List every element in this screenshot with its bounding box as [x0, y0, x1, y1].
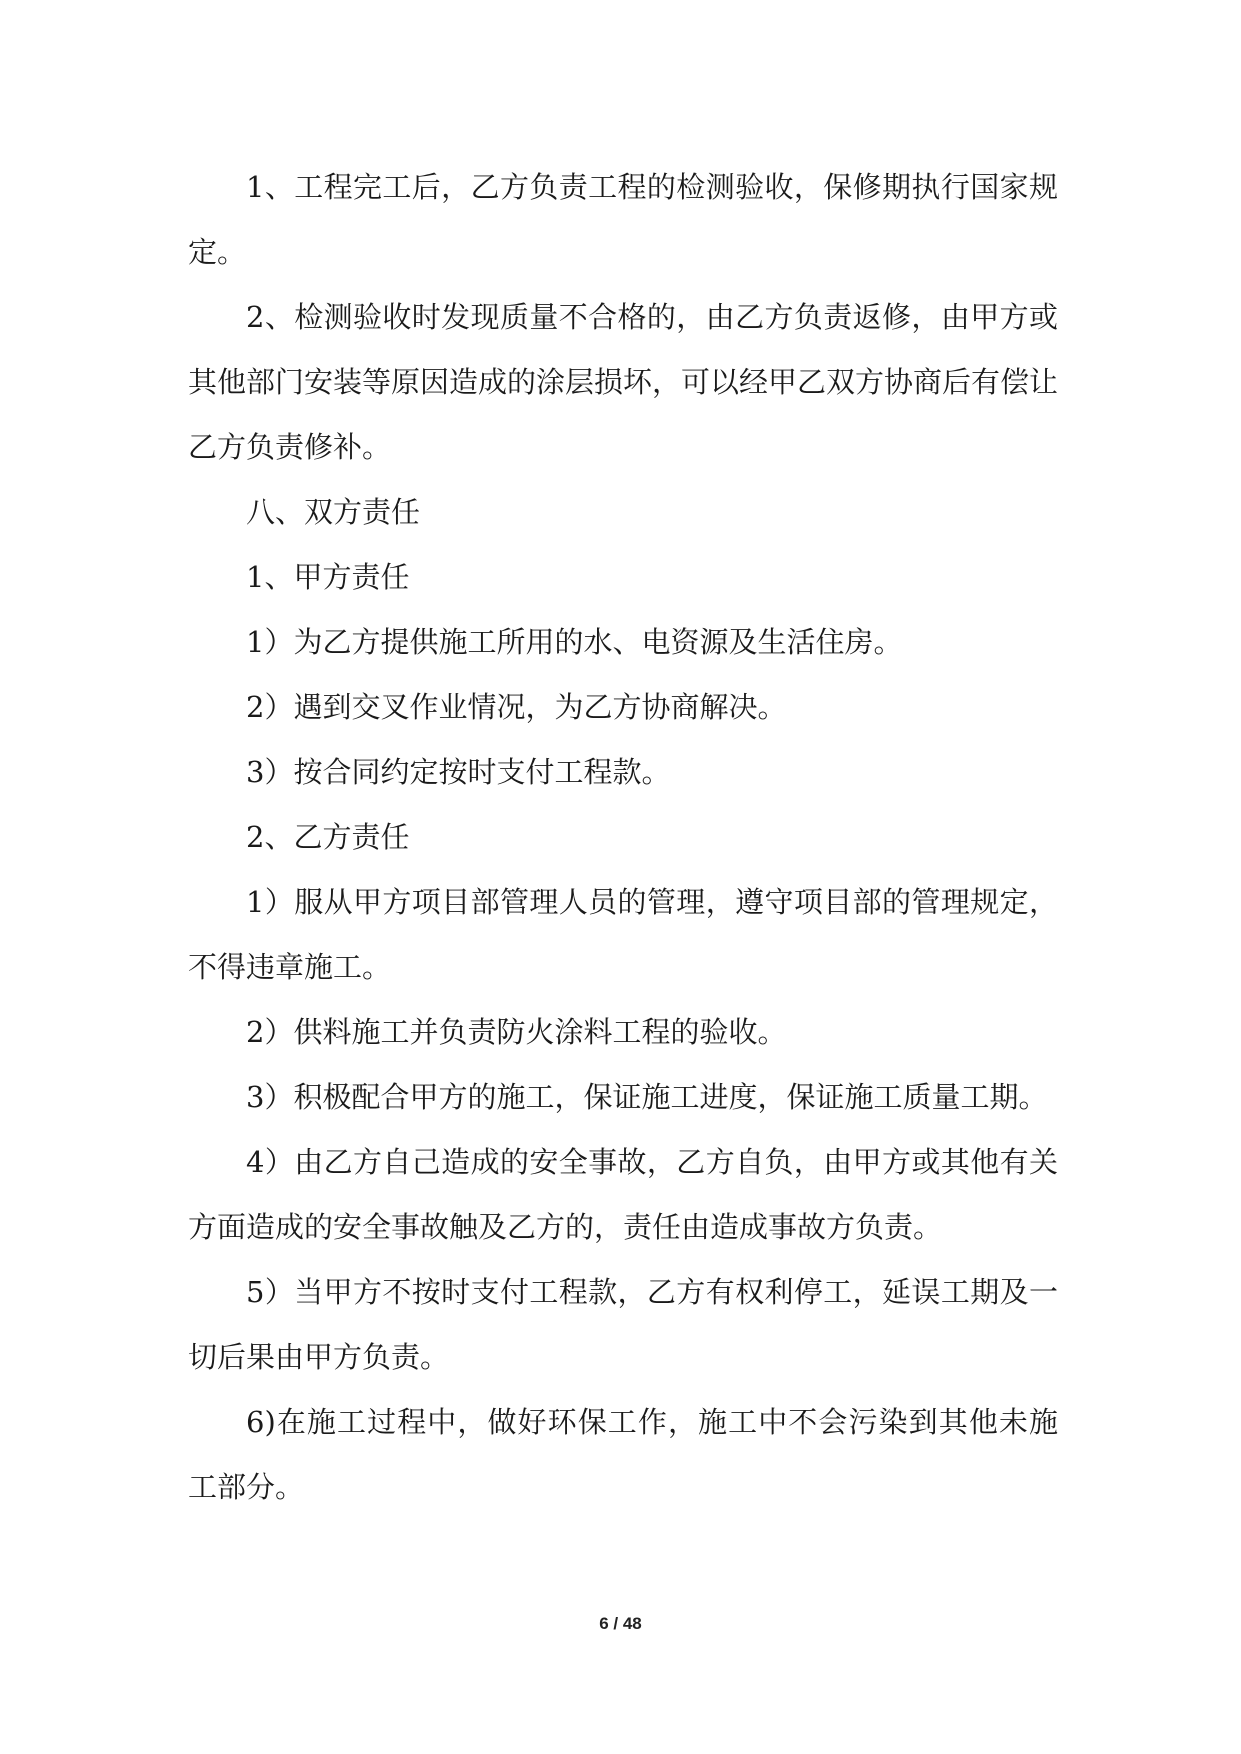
party-b-item-5: 5）当甲方不按时支付工程款，乙方有权利停工，延误工期及一切后果由甲方负责。 [188, 1275, 1058, 1374]
party-a-item-2: 2）遇到交叉作业情况，为乙方协商解决。 [246, 690, 787, 724]
document-body [188, 155, 1058, 1520]
page-number: 6 / 48 [599, 1614, 642, 1633]
paragraph-1: 1、工程完工后，乙方负责工程的检测验收，保修期执行国家规定。 [188, 170, 1058, 269]
section-heading-mutual-responsibilities: 八、双方责任 [246, 495, 421, 529]
paragraph-2: 2、检测验收时发现质量不合格的，由乙方负责返修，由甲方或其他部门安装等原因造成的涂层损坏，可以经甲乙双方协商后有偿让乙方负责修补。 [188, 300, 1059, 464]
subheading-party-b-responsibilities: 2、乙方责任 [246, 820, 410, 854]
party-b-item-3: 3）积极配合甲方的施工，保证施工进度，保证施工质量工期。 [246, 1080, 1048, 1114]
party-b-item-6: 6)在施工过程中，做好环保工作，施工中不会污染到其他未施工部分。 [188, 1405, 1058, 1504]
party-b-item-1: 1）服从甲方项目部管理人员的管理，遵守项目部的管理规定，不得违章施工。 [188, 885, 1058, 984]
party-a-item-3: 3）按合同约定按时支付工程款。 [246, 755, 671, 789]
party-b-item-2: 2）供料施工并负责防火涂料工程的验收。 [246, 1015, 787, 1049]
subheading-party-a-responsibilities: 1、甲方责任 [246, 560, 410, 594]
party-b-item-4: 4）由乙方自己造成的安全事故，乙方自负，由甲方或其他有关方面造成的安全事故触及乙方的，责任由造成事故方负责。 [188, 1145, 1058, 1244]
party-a-item-1: 1）为乙方提供施工所用的水、电资源及生活住房。 [246, 625, 903, 659]
